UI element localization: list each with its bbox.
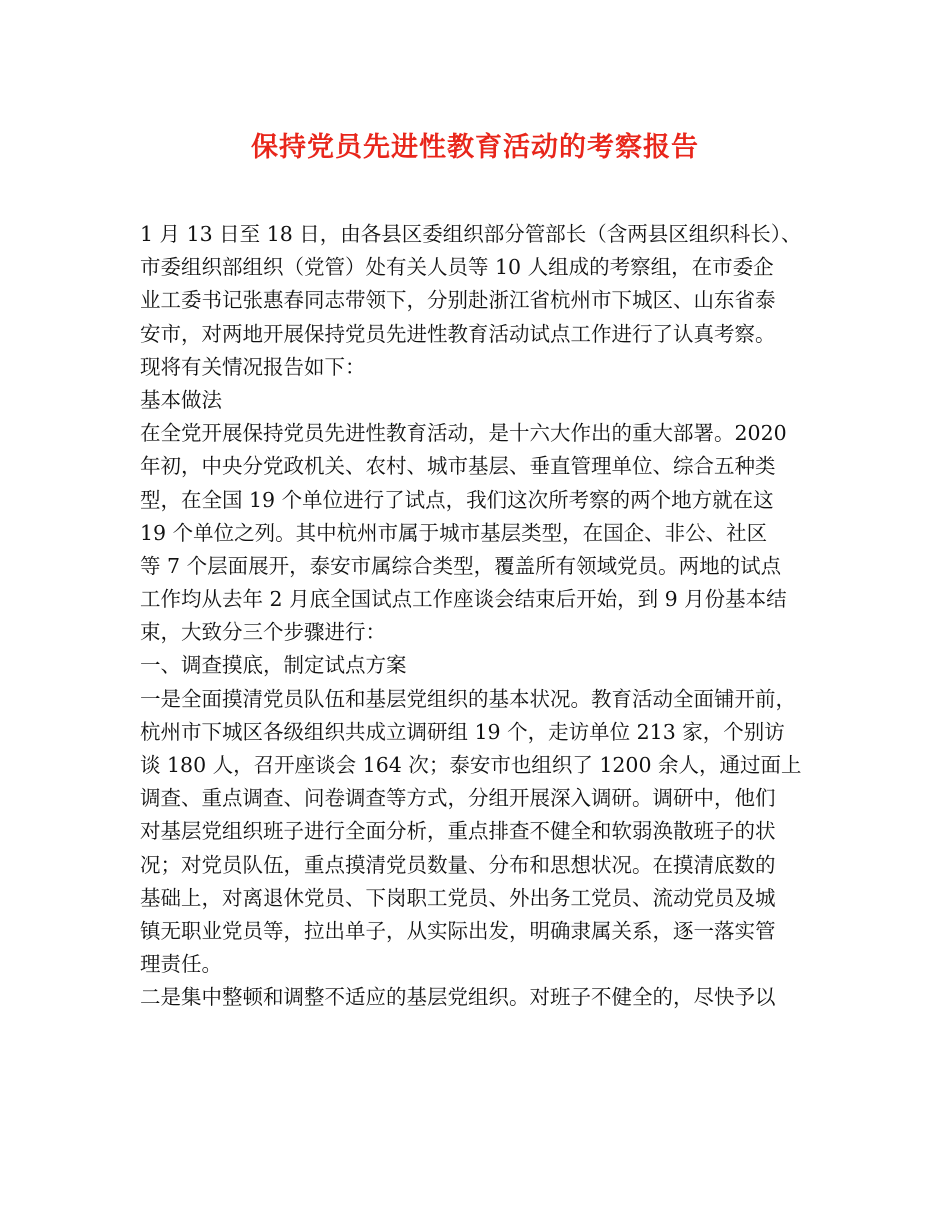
body-line: 调查、重点调查、问卷调查等方式，分组开展深入调研。调研中，他们 — [140, 786, 776, 811]
body-line: 镇无职业党员等，拉出单子，从实际出发，明确隶属关系，逐一落实管 — [140, 918, 776, 943]
body-line: 年初，中央分党政机关、农村、城市基层、垂直管理单位、综合五种类 — [140, 454, 776, 479]
body-line: 在全党开展保持党员先进性教育活动，是十六大作出的重大部署。2020 — [140, 421, 787, 446]
body-line: 对基层党组织班子进行全面分析，重点排查不健全和软弱涣散班子的状 — [140, 819, 776, 844]
body-line: 工作均从去年 2 月底全国试点工作座谈会结束后开始，到 9 月份基本结 — [140, 587, 787, 612]
body-line: 现将有关情况报告如下： — [140, 354, 366, 379]
document-title: 保持党员先进性教育活动的考察报告 — [251, 132, 699, 163]
body-line: 况；对党员队伍，重点摸清党员数量、分布和思想状况。在摸清底数的 — [140, 852, 776, 877]
body-line: 19 个单位之列。其中杭州市属于城市基层类型，在国企、非公、社区 — [140, 520, 768, 545]
body-line: 基础上，对离退休党员、下岗职工党员、外出务工党员、流动党员及城 — [140, 885, 776, 910]
body-line: 等 7 个层面展开，泰安市属综合类型，覆盖所有领域党员。两地的试点 — [140, 553, 782, 578]
body-line: 市委组织部组织（党管）处有关人员等 10 人组成的考察组，在市委企 — [140, 255, 774, 280]
body-line: 谈 180 人，召开座谈会 164 次；泰安市也组织了 1200 余人，通过面上 — [140, 753, 802, 777]
body-line: 杭州市下城区各级组织共成立调研组 19 个，走访单位 213 家，个别访 — [140, 719, 785, 744]
body-line: 束，大致分三个步骤进行： — [140, 620, 386, 645]
body-line: 型，在全国 19 个单位进行了试点，我们这次所考察的两个地方就在这 — [140, 487, 774, 512]
section-heading: 基本做法 — [140, 387, 222, 412]
section-heading: 一、调查摸底，制定试点方案 — [140, 653, 407, 678]
body-line: 二是集中整顿和调整不适应的基层党组织。对班子不健全的，尽快予以 — [140, 985, 776, 1010]
body-line: 理责任。 — [140, 952, 222, 977]
body-line: 1 月 13 日至 18 日，由各县区委组织部分管部长（含两县区组织科长）、 — [140, 222, 802, 246]
body-line: 业工委书记张惠春同志带领下，分别赴浙江省杭州市下城区、山东省泰 — [140, 288, 776, 313]
body-line: 一是全面摸清党员队伍和基层党组织的基本状况。教育活动全面铺开前， — [140, 686, 796, 711]
body-line: 安市，对两地开展保持党员先进性教育活动试点工作进行了认真考察。 — [140, 321, 776, 346]
document-body — [140, 218, 830, 1015]
